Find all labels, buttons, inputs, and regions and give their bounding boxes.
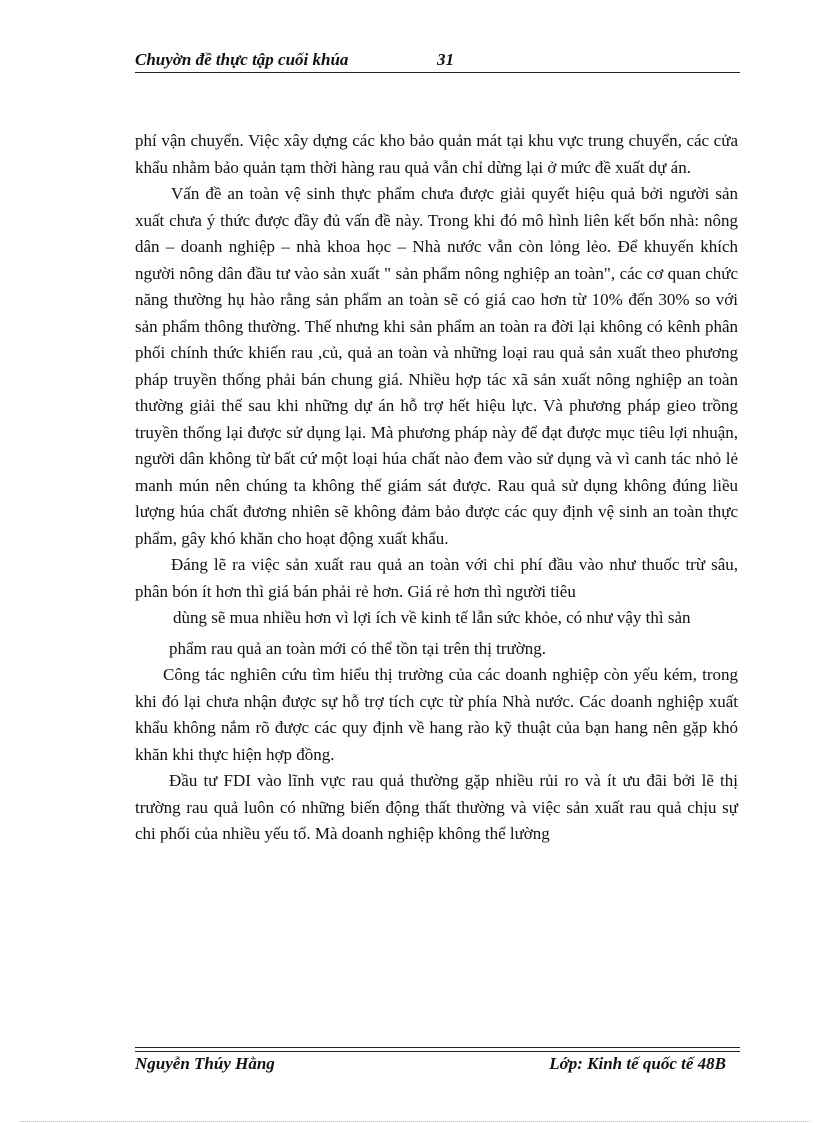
header-title: Chuyờn đề thực tập cuối khúa [135, 50, 349, 69]
page-header [135, 48, 740, 72]
paragraph-continuation: phí vận chuyển. Việc xây dựng các kho bảo quản mát tại khu vực trung chuyển, các cửa khẩu nhằm bảo quản tạm thời hàng rau quả vẫn chỉ dừng lại ở mức đề xuất dự án. [135, 131, 738, 177]
footer-author: Nguyễn Thúy Hằng [135, 1054, 275, 1073]
page-footer [135, 1054, 740, 1078]
paragraph-fdi: Đầu tư FDI vào lĩnh vực rau quả thường gặp nhiều rủi ro và ít ưu đãi bởi lẽ thị trường rau quả luôn có những biến động thất thường và việc sản xuất rau quả chịu sự chi phối của nhiều yếu tố. Mà doanh nghiệp không thể lường [135, 771, 738, 843]
footer-class: Lớp: Kinh tế quốc tế 48B [549, 1054, 726, 1073]
page-number: 31 [437, 50, 454, 69]
paragraph-pricing: Đáng lẽ ra việc sản xuất rau quả an toàn với chi phí đầu vào như thuốc trừ sâu, phân bón ít hơn thì giá bán phải rẻ hơn. Giá rẻ hơn thì người tiêu [135, 555, 738, 601]
paragraph-food-safety: Vấn đề an toàn vệ sinh thực phẩm chưa được giải quyết hiệu quả bởi người sản xuất chưa ý thức được đầy đủ vấn đề này. Trong khi đó mô hình liên kết bốn nhà: nông dân – doanh nghiệp – nhà khoa học – Nhà nước vẫn còn lỏng lẻo. Để khuyến khích người nông dân đầu tư vào sản xuất " sản phẩm nông nghiệp an toàn", các cơ quan chức năng thường hụ hào rằng sản phẩm an toàn sẽ có giá cao hơn từ 10% đến 30% so với sản phẩm thông thường. Thế nhưng khi sản phẩm an toàn ra đời lại không có kênh phân phối chính thức khiến rau ,củ, quả an toàn và những loại rau quả sản xuất theo phương pháp truyền thống phải bán chung giá. Nhiều hợp tác xã sản xuất nông nghiệp an toàn thường giải thể sau khi những dự án hỗ trợ hết hiệu lực. Và phương pháp gieo trồng truyền thống lại được sử dụng lại. Mà phương pháp này để đạt được mục tiêu lợi nhuận, người dân không từ bất cứ một loại húa chất nào đem vào sử dụng và vì canh tác nhỏ lẻ manh mún nên chúng ta không thể giám sát được. Rau quả sử dụng không đúng liều lượng húa chất đương nhiên sẽ không đảm bảo được các quy định vệ sinh an toàn thực phẩm, gây khó khăn cho hoạt động xuất khẩu. [135, 184, 738, 548]
document-body [135, 128, 738, 848]
paragraph-pricing-line2: dùng sẽ mua nhiều hơn vì lợi ích về kinh tế lẫn sức khỏe, có như vậy thì sản [173, 608, 691, 627]
footer-rule-bottom [135, 1051, 740, 1052]
header-rule [135, 72, 740, 73]
footer-rule-top [135, 1047, 740, 1048]
page-edge-dotted-line [20, 1121, 810, 1122]
paragraph-pricing-line3: phẩm rau quả an toàn mới có thể tồn tại trên thị trường. [169, 638, 547, 658]
paragraph-market-research: Công tác nghiên cứu tìm hiểu thị trường của các doanh nghiệp còn yếu kém, trong khi đó lại chưa nhận được sự hỗ trợ tích cực từ phía Nhà nước. Các doanh nghiệp xuất khẩu không nắm rõ được các quy định về hang rào kỹ thuật của bạn hang nên gặp khó khăn khi thực hiện hợp đồng. [135, 665, 738, 764]
